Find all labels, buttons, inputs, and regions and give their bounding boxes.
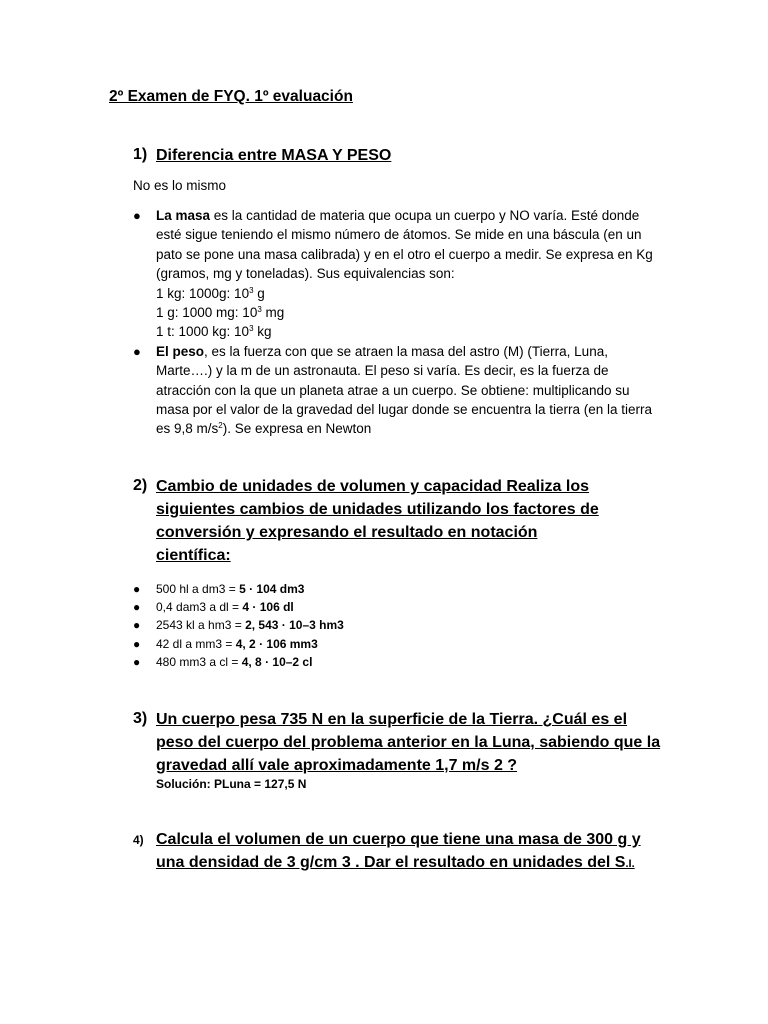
question-2-list — [133, 580, 553, 671]
question-3-solution: Solución: PLuna = 127,5 N — [156, 777, 307, 791]
list-item: ● 2543 kl a hm3 = 2, 543 · 10–3 hm3 — [133, 616, 553, 634]
question-1-intro: No es lo mismo — [133, 178, 227, 193]
list-item: ● 500 hl a dm3 = 5 · 104 dm3 — [133, 580, 553, 598]
question-4-number: 4) — [133, 833, 144, 847]
bullet-icon: ● — [133, 618, 141, 633]
question-3-title: Un cuerpo pesa 735 N en la superficie de la Tierra. ¿Cuál es el peso del cuerpo del problema anterior en la Luna, sabiendo que la gravedad allí vale aproximadamente 1,7 m/s 2 ? — [156, 711, 661, 774]
bullet-icon: ● — [133, 600, 141, 615]
question-4-title: Calcula el volumen de un cuerpo que tiene una masa de 300 g y una densidad de 3 g/cm 3 . Dar el resultado en unidades del S.I. — [156, 831, 641, 871]
page-title: 2º Examen de FYQ. 1º evaluación — [109, 88, 353, 105]
question-2-title: Cambio de unidades de volumen y capacidad Realiza los siguientes cambios de unidades utilizando los factores de conversión y expresando el resultado en notación científica: — [156, 478, 599, 564]
masa-definition: es la cantidad de materia que ocupa un cuerpo y NO varía. Esté donde esté sigue teniendo el mismo número de átomos. Se mide en una báscula (en un pato se pone una masa calibrada) y en el otro el cuerpo a medir. Se expresa en Kg (gramos, mg y toneladas). Sus equivalencias son: — [156, 208, 653, 282]
equivalence-t: 1 t: 1000 kg: $10^3$ kg — [156, 324, 272, 340]
list-item: ● 42 dl a mm3 = 4, 2 · 106 mm3 — [133, 635, 553, 653]
peso-definition: , es la fuerza con que se atraen la masa del astro (M) (Tierra, Luna, Marte….) y la m de un astronauta. El peso si varía. Es decir, es la fuerza de atracción con la que un planeta atrae a un cuerpo. Se obtiene: multiplicando su masa por el valor de la gravedad del lugar donde se encuentra la tierra (en la tierra es 9,8 m/s — [156, 343, 653, 437]
question-2-number: 2) — [133, 477, 148, 494]
list-item: ● 480 mm3 a cl = 4, 8 · 10–2 cl — [133, 653, 553, 671]
peso-definition-end: ). Se expresa en Newton — [222, 421, 372, 437]
list-item: ● 0,4 dam3 a dl = 4 · 106 dl — [133, 598, 553, 616]
bullet-icon: ● — [133, 208, 141, 223]
question-1-list — [133, 206, 663, 439]
question-1-title: Diferencia entre MASA Y PESO — [156, 147, 392, 164]
equivalence-kg: 1 kg: 1000g: $10^3$ g — [156, 285, 265, 301]
bullet-icon: ● — [133, 343, 141, 359]
list-item-masa — [133, 206, 663, 342]
peso-exponent: 2 — [218, 421, 223, 431]
question-1-number: 1) — [133, 146, 148, 163]
question-3-number: 3) — [133, 710, 148, 727]
bullet-icon: ● — [133, 654, 141, 669]
list-item-peso — [133, 342, 663, 439]
bullet-icon: ● — [133, 582, 141, 596]
bullet-icon: ● — [133, 636, 141, 651]
term-masa: La masa — [156, 208, 211, 223]
term-peso: El peso — [156, 343, 205, 359]
equivalence-g: 1 g: 1000 mg: $10^3$ mg — [156, 305, 285, 321]
